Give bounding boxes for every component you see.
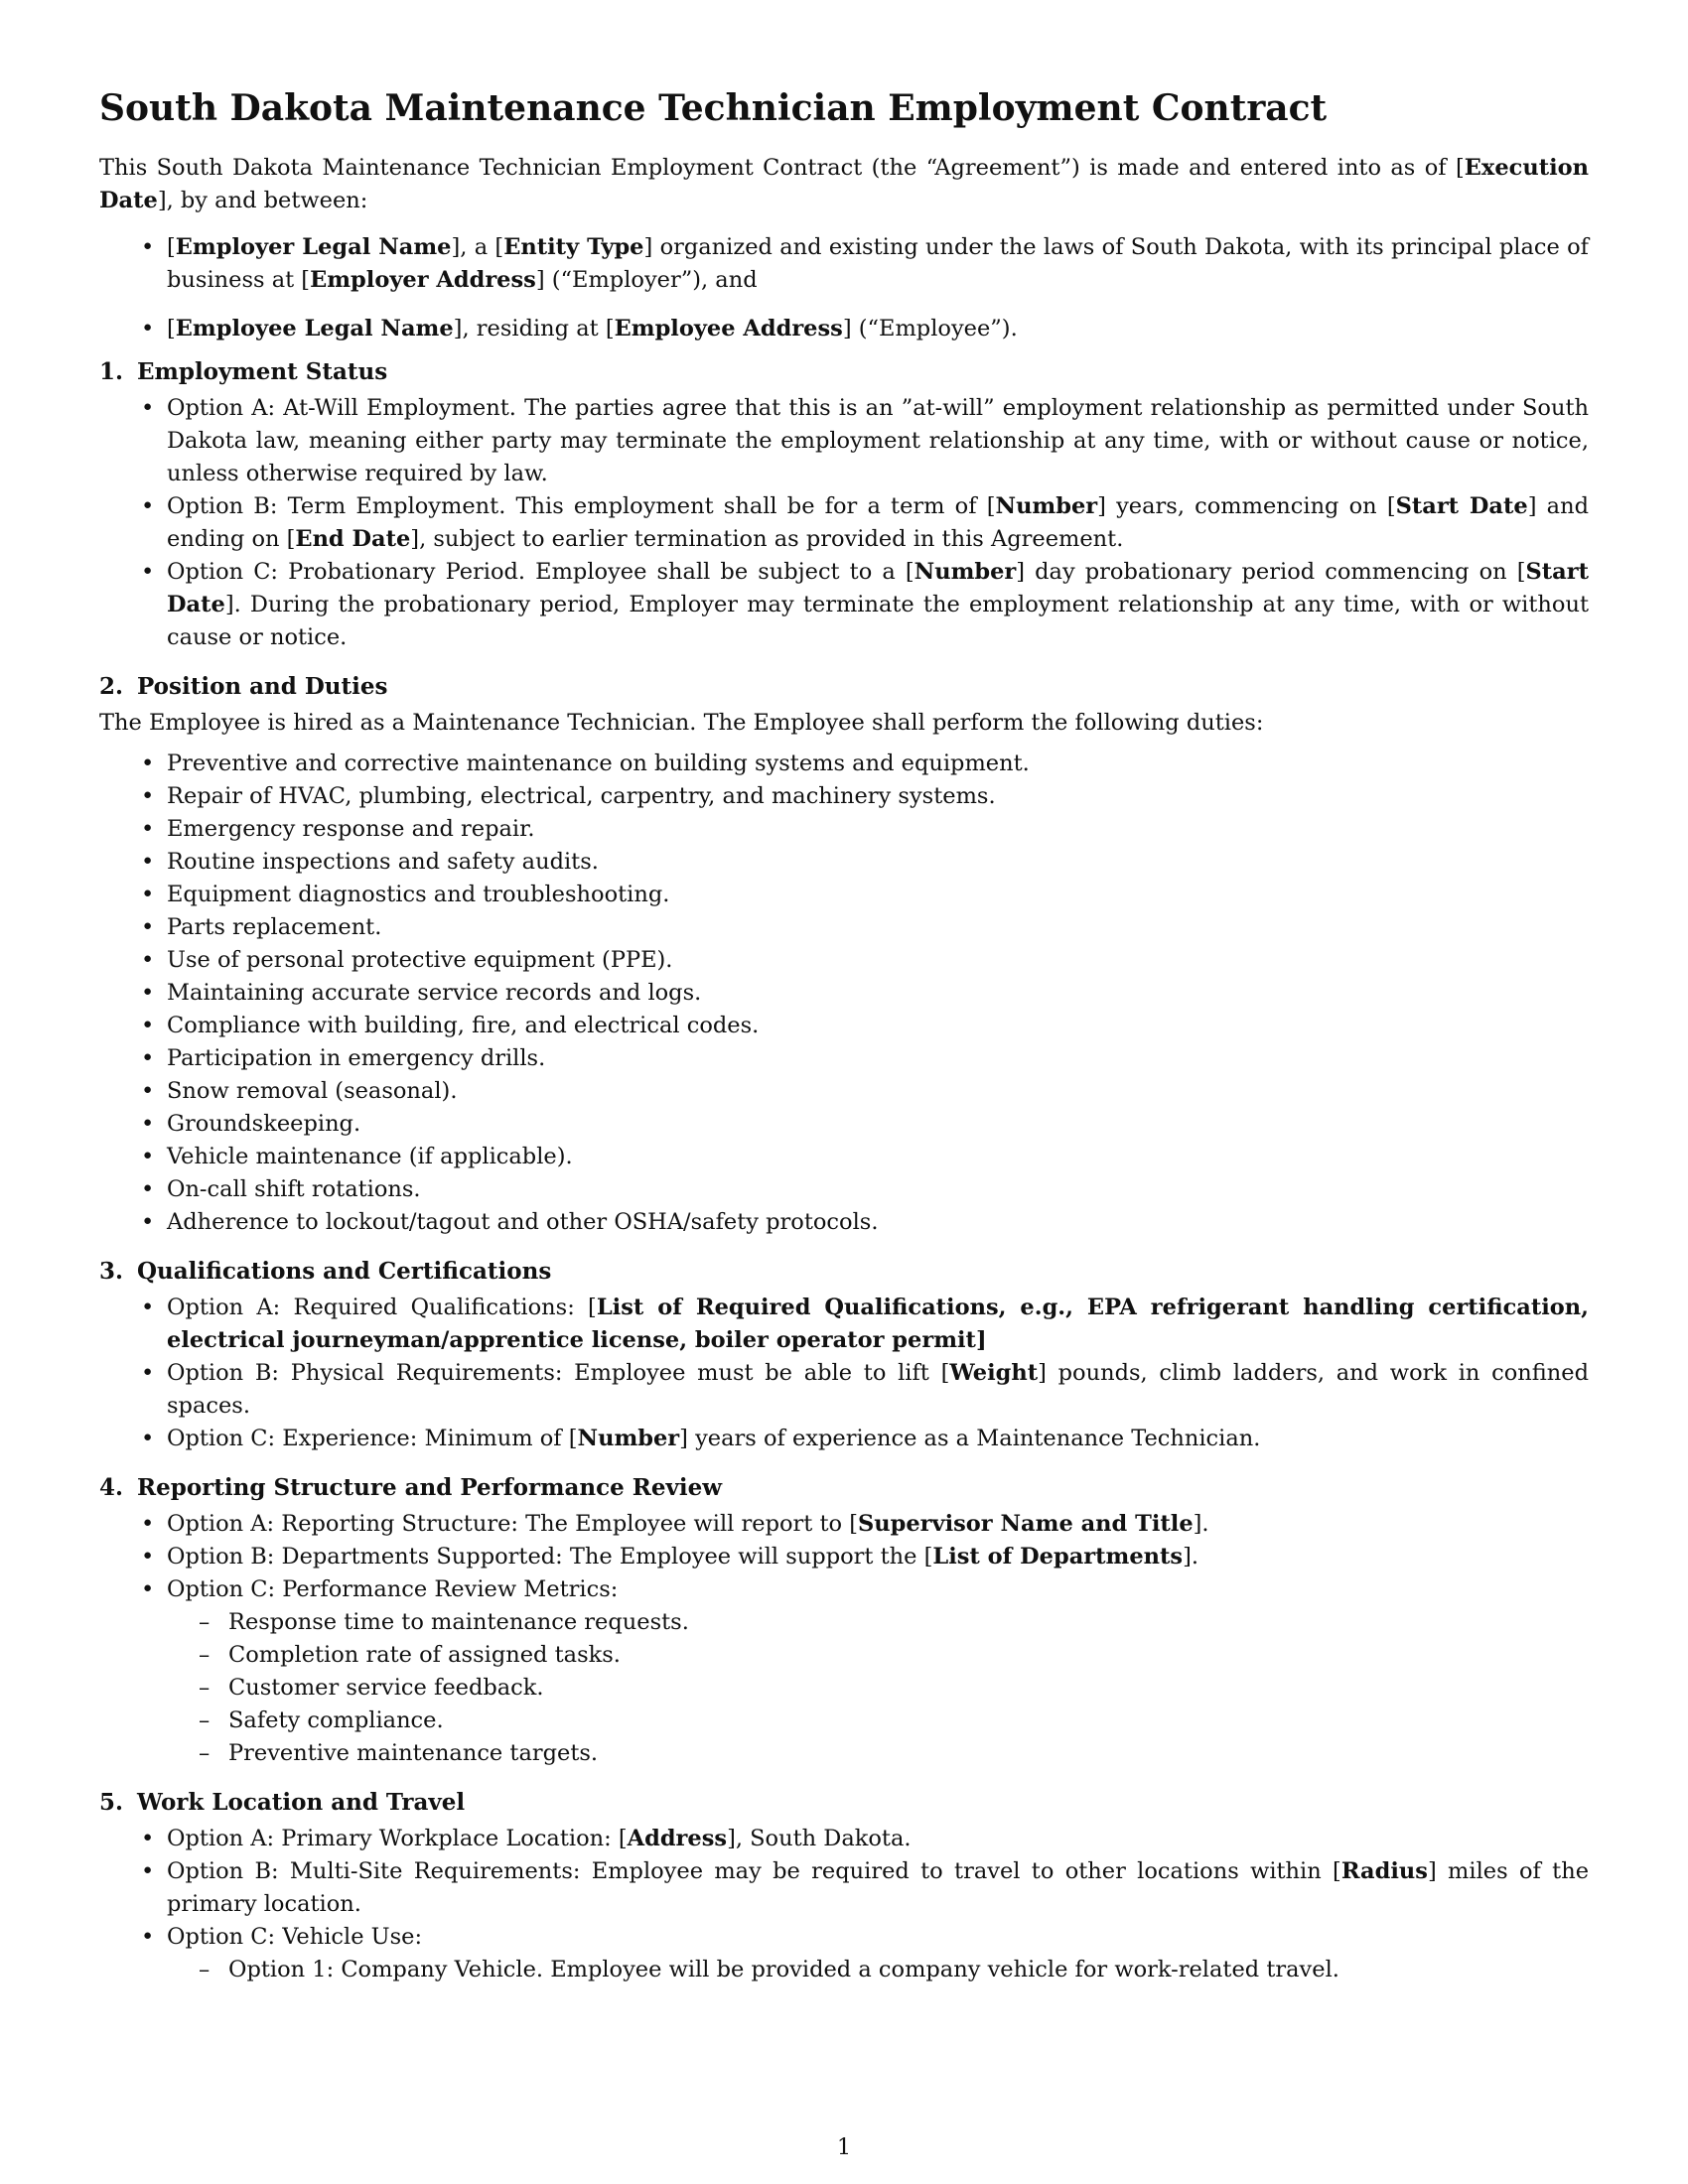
list-item: • Parts replacement. (167, 911, 1589, 944)
list-item: • Adherence to lockout/tagout and other OSHA/safety protocols. (167, 1206, 1589, 1239)
page-number: 1 (836, 2134, 852, 2160)
list-item: • Option B: Physical Requirements: Employee must be able to lift [Weight] pounds, climb ladders, and work in confined spaces. (167, 1357, 1589, 1423)
section-heading: 2. Position and Duties (99, 673, 388, 701)
list-item: – Response time to maintenance requests. (228, 1606, 1589, 1639)
list-item: • Equipment diagnostics and troubleshooting. (167, 879, 1589, 911)
list-item: • Option A: Required Qualifications: [List of Required Qualifications, e.g., EPA refrigerant handling certification, electrical journeyman/apprentice license, boiler operator permit] (167, 1292, 1589, 1357)
list-item: • Option B: Multi-Site Requirements: Employee may be required to travel to other locations within [Radius] miles of the primary location. (167, 1855, 1589, 1921)
intro-paragraph: This South Dakota Maintenance Technician Employment Contract (the “Agreement”) is made and entered into as of [Execution Date], by and between: (99, 155, 1589, 214)
list-item: • Preventive and corrective maintenance on building systems and equipment. (167, 748, 1589, 780)
list-item: • Groundskeeping. (167, 1108, 1589, 1141)
qualifications-list (99, 1292, 1589, 1455)
list-item: • Option C: Experience: Minimum of [Number] years of experience as a Maintenance Technician. (167, 1423, 1589, 1455)
parties-list (99, 231, 1589, 345)
list-item: • Compliance with building, fire, and electrical codes. (167, 1010, 1589, 1042)
list-item: • On-call shift rotations. (167, 1173, 1589, 1206)
list-item: – Completion rate of assigned tasks. (228, 1639, 1589, 1672)
list-item: • Option C: Probationary Period. Employee shall be subject to a [Number] day probationary period commencing on [Start Date]. During the probationary period, Employer may terminate the employment relationship at any time, with or without cause or notice. (167, 556, 1589, 654)
document-title: South Dakota Maintenance Technician Employment Contract (99, 87, 1328, 129)
list-item: • Option A: Primary Workplace Location: [Address], South Dakota. (167, 1823, 1589, 1855)
list-item: – Safety compliance. (228, 1705, 1589, 1737)
list-item: • Maintaining accurate service records and logs. (167, 977, 1589, 1010)
list-item: • Routine inspections and safety audits. (167, 846, 1589, 879)
list-item: • Option B: Term Employment. This employment shall be for a term of [Number] years, commencing on [Start Date] and ending on [End Date], subject to earlier termination as provided in this Agreement. (167, 490, 1589, 556)
list-item: – Preventive maintenance targets. (228, 1737, 1589, 1770)
list-item: • Snow removal (seasonal). (167, 1075, 1589, 1108)
list-item: • Emergency response and repair. (167, 813, 1589, 846)
list-item: • [Employee Legal Name], residing at [Employee Address] (“Employee”). (167, 313, 1589, 345)
duties-list (99, 748, 1589, 1239)
duties-intro: The Employee is hired as a Maintenance Technician. The Employee shall perform the following duties: (99, 710, 1264, 737)
list-item: • [Employer Legal Name], a [Entity Type] organized and existing under the laws of South Dakota, with its principal place of business at [Employer Address] (“Employer”), and (167, 231, 1589, 297)
list-item: • Option A: Reporting Structure: The Employee will report to [Supervisor Name and Title]. (167, 1508, 1589, 1541)
list-item: • Option C: Performance Review Metrics: – Response time to maintenance requests. – Completion rate of assigned tasks. – Customer service feedback. – Safety compliance. – Preventive maintenance targets. (167, 1573, 1589, 1770)
list-item: • Option A: At-Will Employment. The parties agree that this is an ”at-will” employment relationship as permitted under South Dakota law, meaning either party may terminate the employment relationship at any time, with or without cause or notice, unless otherwise required by law. (167, 392, 1589, 490)
section-heading: 1. Employment Status (99, 358, 388, 386)
list-item: • Repair of HVAC, plumbing, electrical, carpentry, and machinery systems. (167, 780, 1589, 813)
list-item: – Option 1: Company Vehicle. Employee will be provided a company vehicle for work-related travel. (228, 1954, 1589, 1986)
location-list (99, 1823, 1589, 1986)
list-item: • Use of personal protective equipment (PPE). (167, 944, 1589, 977)
list-item: – Customer service feedback. (228, 1672, 1589, 1705)
vehicle-options-list (167, 1954, 1589, 1986)
list-item: • Vehicle maintenance (if applicable). (167, 1141, 1589, 1173)
list-item: • Option C: Vehicle Use: – Option 1: Company Vehicle. Employee will be provided a company vehicle for work-related travel. (167, 1921, 1589, 1986)
contract-page (99, 87, 1589, 1986)
employment-status-list (99, 392, 1589, 654)
section-heading: 3. Qualifications and Certifications (99, 1258, 552, 1286)
section-heading: 5. Work Location and Travel (99, 1789, 466, 1817)
reporting-list (99, 1508, 1589, 1770)
list-item: • Participation in emergency drills. (167, 1042, 1589, 1075)
list-item: • Option B: Departments Supported: The Employee will support the [List of Departments]. (167, 1541, 1589, 1573)
section-heading: 4. Reporting Structure and Performance Review (99, 1474, 723, 1502)
metrics-list (167, 1606, 1589, 1770)
